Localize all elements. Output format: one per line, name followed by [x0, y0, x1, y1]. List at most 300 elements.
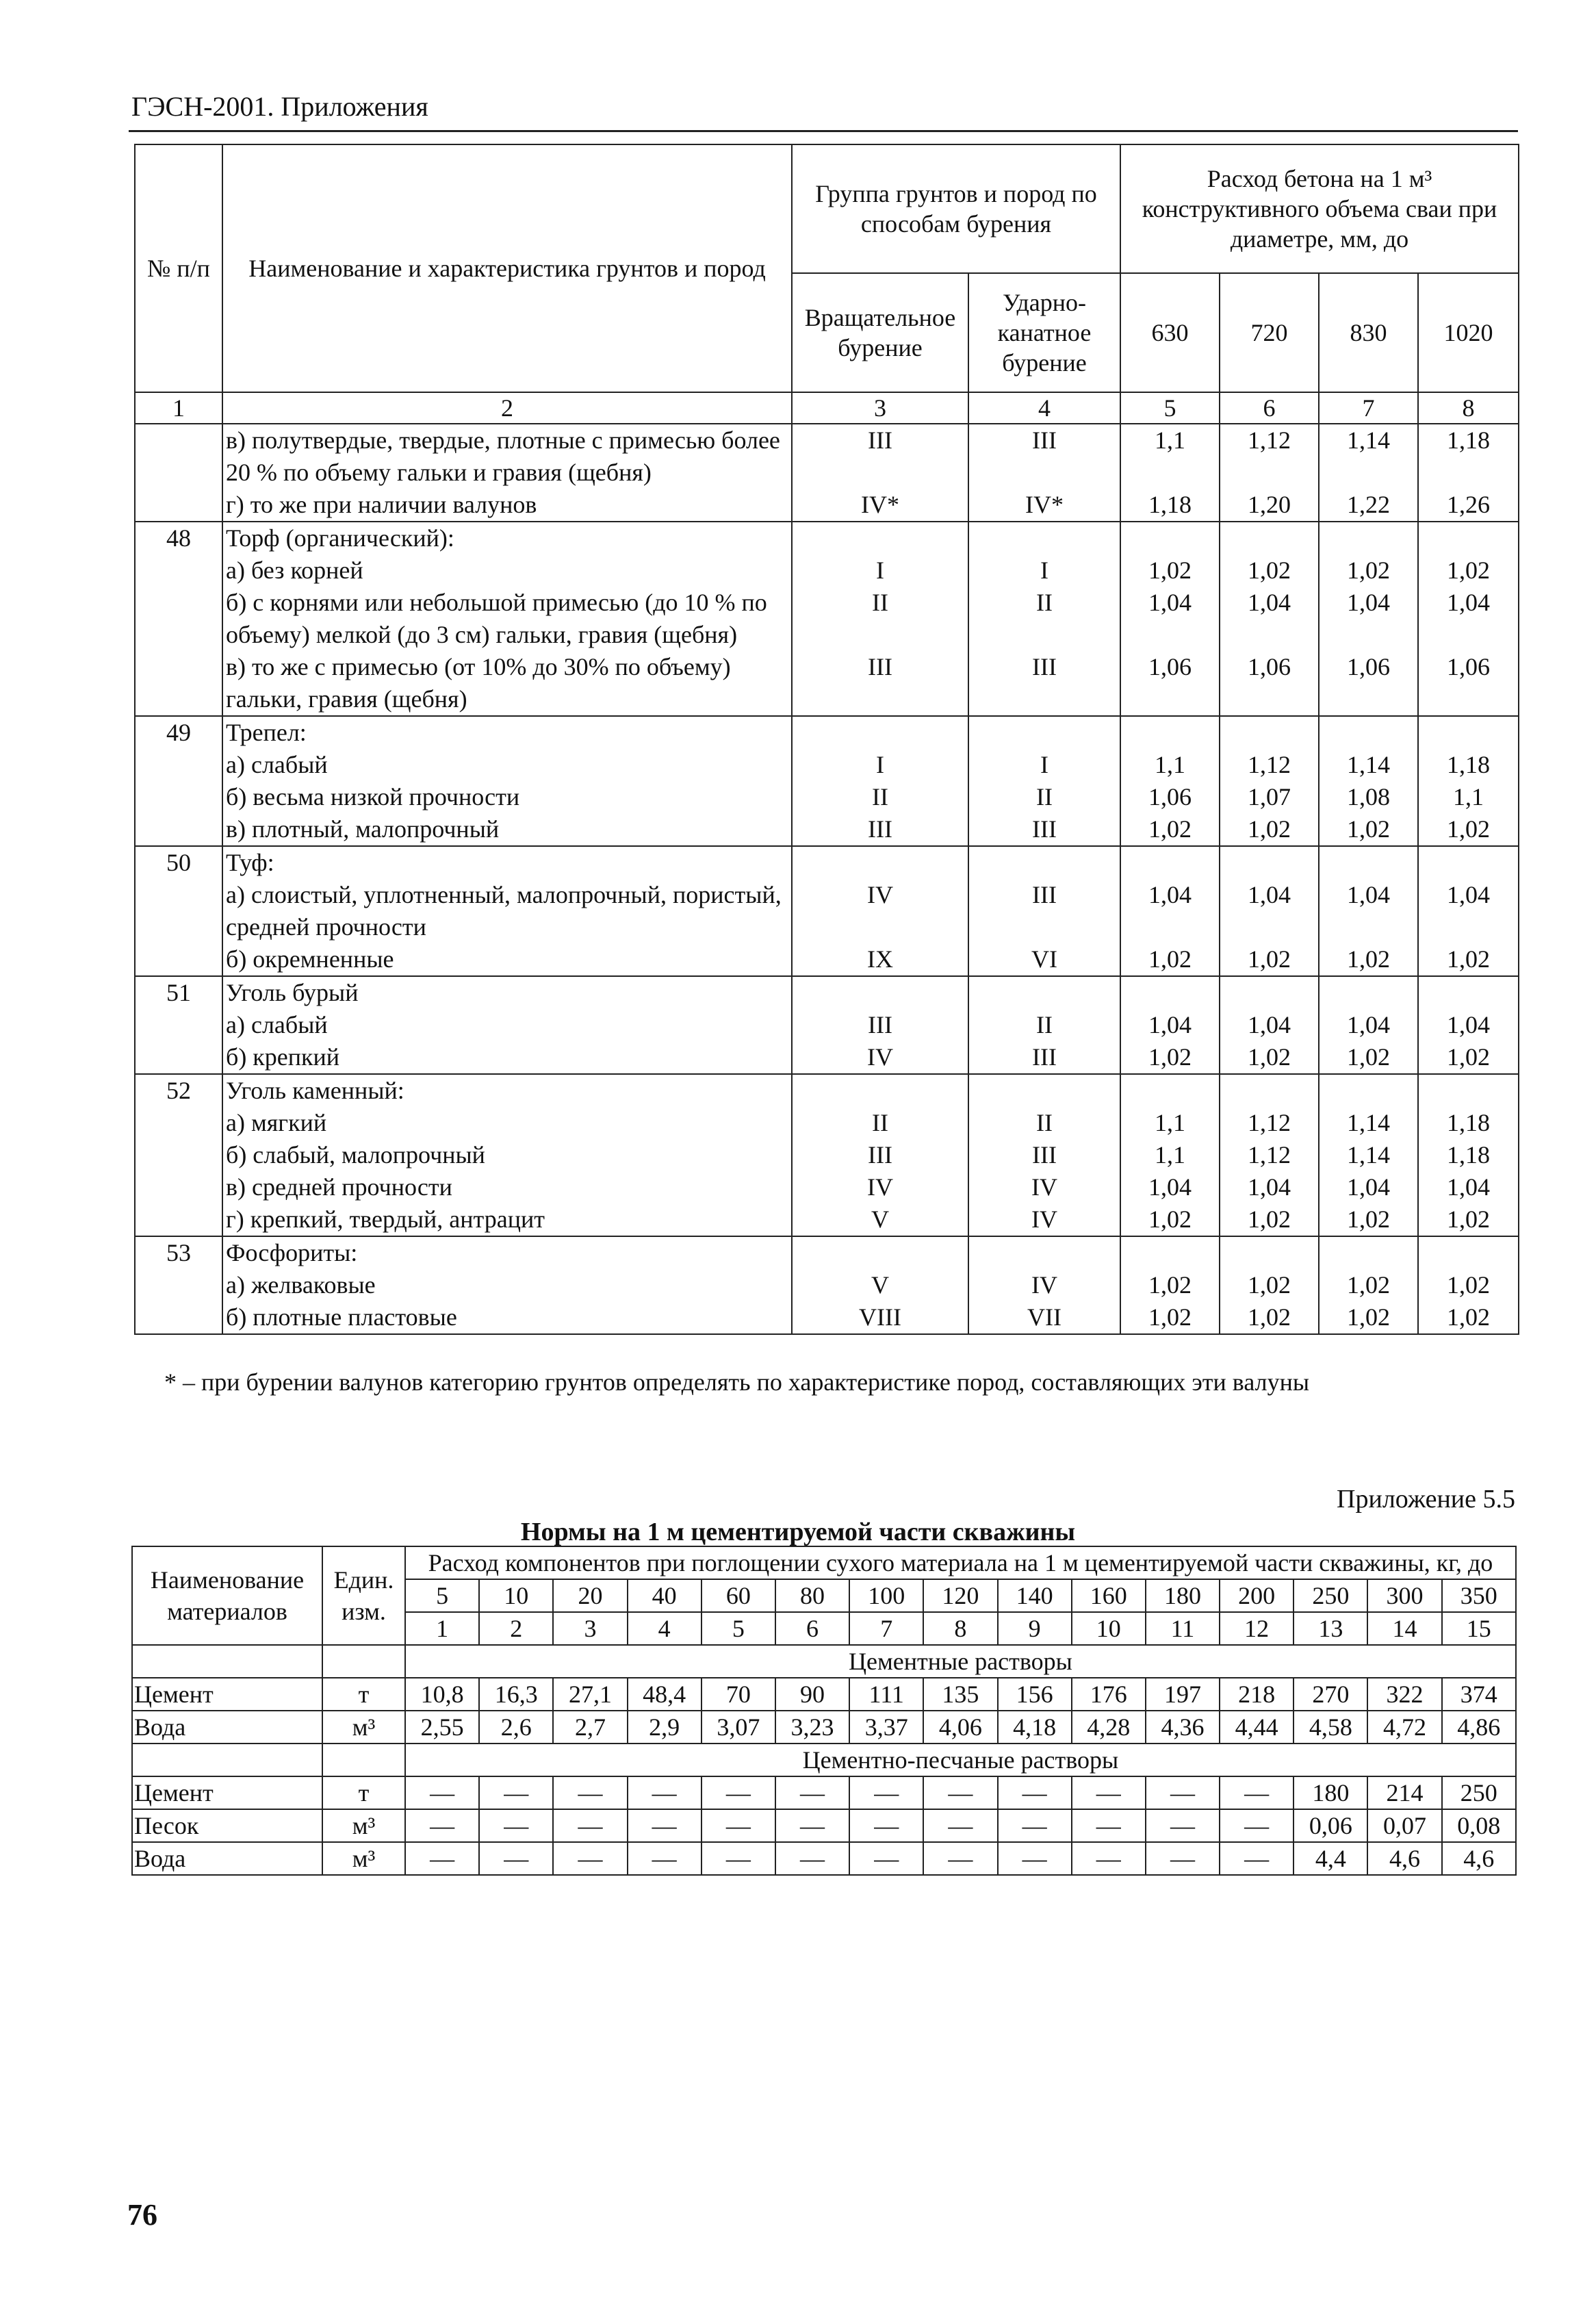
soil-concrete-table — [134, 144, 1519, 1335]
soil-name: б) с корнями или небольшой примесью (до 10 % по объему) мелкой (до 3 см) гальки, гравия (щебня) — [222, 587, 792, 651]
material-value: 218 — [1220, 1678, 1293, 1711]
material-value: — — [849, 1842, 923, 1875]
rotary-group: IV — [792, 879, 968, 943]
material-value: 4,4 — [1293, 1842, 1367, 1875]
value-830: 1,02 — [1319, 1269, 1418, 1301]
percussion-group — [968, 976, 1120, 1009]
material-value: 4,72 — [1367, 1711, 1441, 1744]
material-value: 16,3 — [479, 1678, 553, 1711]
row-num — [135, 587, 222, 651]
material-value: 4,44 — [1220, 1711, 1293, 1744]
table-row — [132, 1809, 1516, 1842]
material-value: — — [998, 1842, 1072, 1875]
soil-name: г) крепкий, твердый, антрацит — [222, 1203, 792, 1236]
row-num — [135, 489, 222, 522]
value-630: 1,02 — [1120, 1203, 1220, 1236]
value-630 — [1120, 1236, 1220, 1269]
table-row — [135, 1074, 1519, 1107]
footnote: * – при бурении валунов категорию грунтов определять по характеристике пород, составляющих эти валуны — [164, 1368, 1310, 1396]
value-720: 1,04 — [1220, 1171, 1319, 1203]
value-630: 1,04 — [1120, 587, 1220, 651]
material-value: 214 — [1367, 1776, 1441, 1809]
material-value: — — [923, 1842, 997, 1875]
header-consumption: Расход бетона на 1 м³ конструктивного объема сваи при диаметре, мм, до — [1120, 144, 1519, 273]
value-720 — [1220, 522, 1319, 554]
material-value: — — [1072, 1842, 1146, 1875]
soil-name: Трепел: — [222, 716, 792, 749]
value-1020: 1,04 — [1418, 587, 1519, 651]
row-num — [135, 1009, 222, 1041]
header-d720: 720 — [1220, 273, 1319, 392]
value-630 — [1120, 522, 1220, 554]
material-value: — — [702, 1776, 775, 1809]
value-830: 1,14 — [1319, 1139, 1418, 1171]
percussion-group: VII — [968, 1301, 1120, 1334]
table-row — [135, 1301, 1519, 1334]
value-630: 1,02 — [1120, 943, 1220, 976]
value-1020 — [1418, 976, 1519, 1009]
value-830: 1,14 — [1319, 749, 1418, 781]
percussion-group: IV — [968, 1269, 1120, 1301]
header-d830: 830 — [1319, 273, 1418, 392]
material-value: 250 — [1442, 1776, 1516, 1809]
rotary-group: IX — [792, 943, 968, 976]
percussion-group: II — [968, 1009, 1120, 1041]
percussion-group: II — [968, 587, 1120, 651]
percussion-group: III — [968, 879, 1120, 943]
col-number: 8 — [1418, 392, 1519, 424]
col-number: 1 — [405, 1612, 479, 1645]
material-value: 4,86 — [1442, 1711, 1516, 1744]
material-value: 156 — [998, 1678, 1072, 1711]
rotary-group: I — [792, 554, 968, 587]
value-830 — [1319, 522, 1418, 554]
table-row — [135, 1009, 1519, 1041]
material-value: 4,58 — [1293, 1711, 1367, 1744]
value-830: 1,02 — [1319, 943, 1418, 976]
value-720: 1,04 — [1220, 879, 1319, 943]
value-1020: 1,04 — [1418, 1171, 1519, 1203]
material-value: 322 — [1367, 1678, 1441, 1711]
value-830 — [1319, 846, 1418, 879]
value-720: 1,04 — [1220, 587, 1319, 651]
row-num — [135, 943, 222, 976]
material-value: — — [405, 1842, 479, 1875]
value-720 — [1220, 1074, 1319, 1107]
material-value: 2,9 — [628, 1711, 702, 1744]
row-num — [135, 749, 222, 781]
percussion-group: II — [968, 1107, 1120, 1139]
rotary-group: V — [792, 1269, 968, 1301]
value-1020: 1,18 — [1418, 1139, 1519, 1171]
table-row — [135, 813, 1519, 846]
soil-name: Уголь каменный: — [222, 1074, 792, 1107]
rotary-group: VIII — [792, 1301, 968, 1334]
col-number: 5 — [1120, 392, 1220, 424]
material-value: 111 — [849, 1678, 923, 1711]
col-number: 12 — [1220, 1612, 1293, 1645]
table-row — [135, 716, 1519, 749]
col-number: 1 — [135, 392, 222, 424]
material-value: 4,36 — [1146, 1711, 1220, 1744]
rotary-group — [792, 1074, 968, 1107]
table-row — [132, 1678, 1516, 1711]
table-row — [135, 976, 1519, 1009]
table-row — [135, 879, 1519, 943]
percussion-group: III — [968, 1041, 1120, 1074]
header-d1020: 1020 — [1418, 273, 1519, 392]
col-number: 13 — [1293, 1612, 1367, 1645]
col-number: 7 — [849, 1612, 923, 1645]
material-value: — — [1146, 1809, 1220, 1842]
material-value: — — [553, 1809, 627, 1842]
header-name: Наименование и характеристика грунтов и пород — [222, 144, 792, 392]
percussion-group: I — [968, 749, 1120, 781]
material-value: — — [1146, 1842, 1220, 1875]
value-630 — [1120, 976, 1220, 1009]
value-720: 1,04 — [1220, 1009, 1319, 1041]
material-value: — — [553, 1776, 627, 1809]
table-row — [135, 1203, 1519, 1236]
value-720 — [1220, 846, 1319, 879]
table-row — [132, 1776, 1516, 1809]
section-spacer — [132, 1744, 322, 1776]
material-unit: т — [322, 1776, 405, 1809]
material-value: — — [405, 1776, 479, 1809]
material-value: 374 — [1442, 1678, 1516, 1711]
table-row — [135, 554, 1519, 587]
value-1020: 1,02 — [1418, 943, 1519, 976]
value-720: 1,02 — [1220, 1203, 1319, 1236]
value-1020: 1,02 — [1418, 554, 1519, 587]
material-value: — — [849, 1809, 923, 1842]
absorption-header: 10 — [479, 1579, 553, 1612]
col-number: 14 — [1367, 1612, 1441, 1645]
value-630: 1,02 — [1120, 1269, 1220, 1301]
value-630: 1,1 — [1120, 424, 1220, 489]
soil-name: а) слабый — [222, 1009, 792, 1041]
material-value: — — [775, 1776, 849, 1809]
value-830: 1,08 — [1319, 781, 1418, 813]
value-830 — [1319, 976, 1418, 1009]
value-1020: 1,02 — [1418, 1041, 1519, 1074]
material-name: Цемент — [132, 1678, 322, 1711]
header-unit: Един. изм. — [322, 1546, 405, 1645]
value-830 — [1319, 1236, 1418, 1269]
appendix-label: Приложение 5.5 — [1337, 1485, 1515, 1514]
rotary-group: II — [792, 1107, 968, 1139]
soil-name: а) слабый — [222, 749, 792, 781]
material-value: — — [405, 1809, 479, 1842]
header-consumption: Расход компонентов при поглощении сухого материала на 1 м цементируемой части скважины, кг, до — [405, 1546, 1516, 1579]
material-value: 180 — [1293, 1776, 1367, 1809]
value-720: 1,02 — [1220, 943, 1319, 976]
section-row — [132, 1645, 1516, 1678]
percussion-group: IV — [968, 1203, 1120, 1236]
value-1020 — [1418, 1236, 1519, 1269]
value-830: 1,02 — [1319, 554, 1418, 587]
row-num: 52 — [135, 1074, 222, 1107]
section-row — [132, 1744, 1516, 1776]
col-number: 10 — [1072, 1612, 1146, 1645]
material-value: 3,23 — [775, 1711, 849, 1744]
row-num: 50 — [135, 846, 222, 879]
value-1020: 1,02 — [1418, 1269, 1519, 1301]
material-value: — — [479, 1809, 553, 1842]
row-num — [135, 1301, 222, 1334]
value-630: 1,04 — [1120, 1009, 1220, 1041]
table-row — [135, 781, 1519, 813]
material-value: 2,6 — [479, 1711, 553, 1744]
value-630: 1,02 — [1120, 554, 1220, 587]
material-value: — — [553, 1842, 627, 1875]
value-630 — [1120, 716, 1220, 749]
soil-name: б) весьма низкой прочности — [222, 781, 792, 813]
table-row — [135, 846, 1519, 879]
absorption-header: 20 — [553, 1579, 627, 1612]
value-1020: 1,02 — [1418, 813, 1519, 846]
row-num — [135, 879, 222, 943]
row-num — [135, 1269, 222, 1301]
row-num — [135, 781, 222, 813]
soil-name: а) желваковые — [222, 1269, 792, 1301]
material-value: 0,06 — [1293, 1809, 1367, 1842]
table-row — [132, 1711, 1516, 1744]
rotary-group: II — [792, 587, 968, 651]
rotary-group: III — [792, 651, 968, 716]
rotary-group — [792, 1236, 968, 1269]
material-value: 0,08 — [1442, 1809, 1516, 1842]
material-name: Вода — [132, 1711, 322, 1744]
absorption-header: 80 — [775, 1579, 849, 1612]
absorption-header: 300 — [1367, 1579, 1441, 1612]
material-value: — — [628, 1776, 702, 1809]
col-number: 4 — [968, 392, 1120, 424]
table-row — [135, 1236, 1519, 1269]
value-830: 1,14 — [1319, 1107, 1418, 1139]
value-630: 1,02 — [1120, 1041, 1220, 1074]
material-value: — — [628, 1842, 702, 1875]
rotary-group — [792, 522, 968, 554]
material-value: — — [628, 1809, 702, 1842]
soil-name: б) плотные пластовые — [222, 1301, 792, 1334]
percussion-group: III — [968, 651, 1120, 716]
col-number: 8 — [923, 1612, 997, 1645]
soil-name: б) слабый, малопрочный — [222, 1139, 792, 1171]
table-row — [135, 424, 1519, 489]
value-1020 — [1418, 716, 1519, 749]
table-row — [135, 1171, 1519, 1203]
soil-name: в) то же с примесью (от 10% до 30% по объему) гальки, гравия (щебня) — [222, 651, 792, 716]
table-row — [135, 749, 1519, 781]
header-rotary: Вращательное бурение — [792, 273, 968, 392]
material-value: — — [998, 1776, 1072, 1809]
col-number: 9 — [998, 1612, 1072, 1645]
value-630: 1,1 — [1120, 1107, 1220, 1139]
material-value: — — [1146, 1776, 1220, 1809]
table2-title: Нормы на 1 м цементируемой части скважины — [520, 1518, 1076, 1546]
material-value: — — [702, 1842, 775, 1875]
value-1020: 1,02 — [1418, 1301, 1519, 1334]
material-value: — — [1220, 1776, 1293, 1809]
value-1020 — [1418, 522, 1519, 554]
material-value: 27,1 — [553, 1678, 627, 1711]
header-d630: 630 — [1120, 273, 1220, 392]
value-720: 1,02 — [1220, 554, 1319, 587]
table-row — [135, 943, 1519, 976]
percussion-group: III — [968, 424, 1120, 489]
material-value: 10,8 — [405, 1678, 479, 1711]
row-num — [135, 651, 222, 716]
absorption-header: 350 — [1442, 1579, 1516, 1612]
row-num — [135, 1139, 222, 1171]
value-830: 1,06 — [1319, 651, 1418, 716]
value-720: 1,06 — [1220, 651, 1319, 716]
material-unit: м³ — [322, 1842, 405, 1875]
value-830: 1,02 — [1319, 1041, 1418, 1074]
percussion-group: III — [968, 813, 1120, 846]
table-row — [135, 1041, 1519, 1074]
table-row — [135, 522, 1519, 554]
col-number: 3 — [792, 392, 968, 424]
material-value: — — [923, 1809, 997, 1842]
material-value: — — [702, 1809, 775, 1842]
value-1020: 1,02 — [1418, 1203, 1519, 1236]
table-row — [135, 1269, 1519, 1301]
header-percussion: Ударно-канатное бурение — [968, 273, 1120, 392]
soil-name: в) плотный, малопрочный — [222, 813, 792, 846]
value-1020: 1,04 — [1418, 879, 1519, 943]
percussion-group — [968, 846, 1120, 879]
value-630: 1,1 — [1120, 749, 1220, 781]
material-value: 135 — [923, 1678, 997, 1711]
header-material: Наименование материалов — [132, 1546, 322, 1645]
material-name: Вода — [132, 1842, 322, 1875]
value-830: 1,04 — [1319, 1171, 1418, 1203]
percussion-group: IV — [968, 1171, 1120, 1203]
value-830 — [1319, 1074, 1418, 1107]
material-value: 70 — [702, 1678, 775, 1711]
value-830: 1,02 — [1319, 813, 1418, 846]
material-value: 4,28 — [1072, 1711, 1146, 1744]
table-row — [135, 1139, 1519, 1171]
soil-name: Фосфориты: — [222, 1236, 792, 1269]
material-value: 4,18 — [998, 1711, 1072, 1744]
col-number: 2 — [479, 1612, 553, 1645]
row-num — [135, 1203, 222, 1236]
value-720: 1,07 — [1220, 781, 1319, 813]
col-number: 2 — [222, 392, 792, 424]
rotary-group: III — [792, 1139, 968, 1171]
soil-name: а) мягкий — [222, 1107, 792, 1139]
value-1020: 1,1 — [1418, 781, 1519, 813]
soil-name: а) без корней — [222, 554, 792, 587]
absorption-header: 120 — [923, 1579, 997, 1612]
rotary-group: III — [792, 1009, 968, 1041]
material-name: Песок — [132, 1809, 322, 1842]
value-630: 1,06 — [1120, 651, 1220, 716]
material-value: — — [479, 1842, 553, 1875]
absorption-header: 250 — [1293, 1579, 1367, 1612]
soil-name: в) средней прочности — [222, 1171, 792, 1203]
material-value: 2,7 — [553, 1711, 627, 1744]
rotary-group: V — [792, 1203, 968, 1236]
value-630: 1,1 — [1120, 1139, 1220, 1171]
row-num: 49 — [135, 716, 222, 749]
value-720: 1,12 — [1220, 1107, 1319, 1139]
material-value: 4,6 — [1367, 1842, 1441, 1875]
rotary-group — [792, 846, 968, 879]
material-unit: т — [322, 1678, 405, 1711]
material-value: 270 — [1293, 1678, 1367, 1711]
material-value: — — [998, 1809, 1072, 1842]
rotary-group: I — [792, 749, 968, 781]
row-num — [135, 554, 222, 587]
value-1020: 1,18 — [1418, 424, 1519, 489]
rotary-group: III — [792, 424, 968, 489]
value-720: 1,20 — [1220, 489, 1319, 522]
soil-name: а) слоистый, уплотненный, малопрочный, пористый, средней прочности — [222, 879, 792, 943]
soil-name: б) окремненные — [222, 943, 792, 976]
rotary-group: II — [792, 781, 968, 813]
row-num — [135, 813, 222, 846]
col-number: 5 — [702, 1612, 775, 1645]
value-830: 1,22 — [1319, 489, 1418, 522]
section-spacer — [322, 1744, 405, 1776]
value-630: 1,04 — [1120, 879, 1220, 943]
col-number: 6 — [1220, 392, 1319, 424]
section-title: Цементно-песчаные растворы — [405, 1744, 1516, 1776]
value-1020 — [1418, 1074, 1519, 1107]
material-value: 176 — [1072, 1678, 1146, 1711]
percussion-group — [968, 1236, 1120, 1269]
col-number: 7 — [1319, 392, 1418, 424]
value-830: 1,14 — [1319, 424, 1418, 489]
value-830: 1,04 — [1319, 1009, 1418, 1041]
value-1020: 1,26 — [1418, 489, 1519, 522]
percussion-group: IV* — [968, 489, 1120, 522]
value-630: 1,04 — [1120, 1171, 1220, 1203]
value-720 — [1220, 976, 1319, 1009]
header-group: Группа грунтов и пород по способам бурения — [792, 144, 1120, 273]
row-num — [135, 1041, 222, 1074]
soil-name: в) полутвердые, твердые, плотные с примесью более 20 % по объему гальки и гравия (щебня) — [222, 424, 792, 489]
value-630 — [1120, 846, 1220, 879]
value-720: 1,02 — [1220, 813, 1319, 846]
value-720: 1,02 — [1220, 1269, 1319, 1301]
value-1020: 1,18 — [1418, 1107, 1519, 1139]
row-num — [135, 1171, 222, 1203]
value-630: 1,02 — [1120, 813, 1220, 846]
section-title: Цементные растворы — [405, 1645, 1516, 1678]
value-830: 1,02 — [1319, 1301, 1418, 1334]
value-830: 1,04 — [1319, 587, 1418, 651]
value-1020: 1,04 — [1418, 1009, 1519, 1041]
absorption-header: 40 — [628, 1579, 702, 1612]
header-num: № п/п — [135, 144, 222, 392]
percussion-group — [968, 522, 1120, 554]
running-header: ГЭСН-2001. Приложения — [131, 91, 428, 122]
rotary-group: IV — [792, 1041, 968, 1074]
percussion-group: II — [968, 781, 1120, 813]
cementing-norms-table — [131, 1546, 1517, 1876]
absorption-header: 160 — [1072, 1579, 1146, 1612]
rotary-group — [792, 716, 968, 749]
absorption-header: 180 — [1146, 1579, 1220, 1612]
material-value: — — [1072, 1776, 1146, 1809]
absorption-header: 200 — [1220, 1579, 1293, 1612]
value-720: 1,12 — [1220, 749, 1319, 781]
